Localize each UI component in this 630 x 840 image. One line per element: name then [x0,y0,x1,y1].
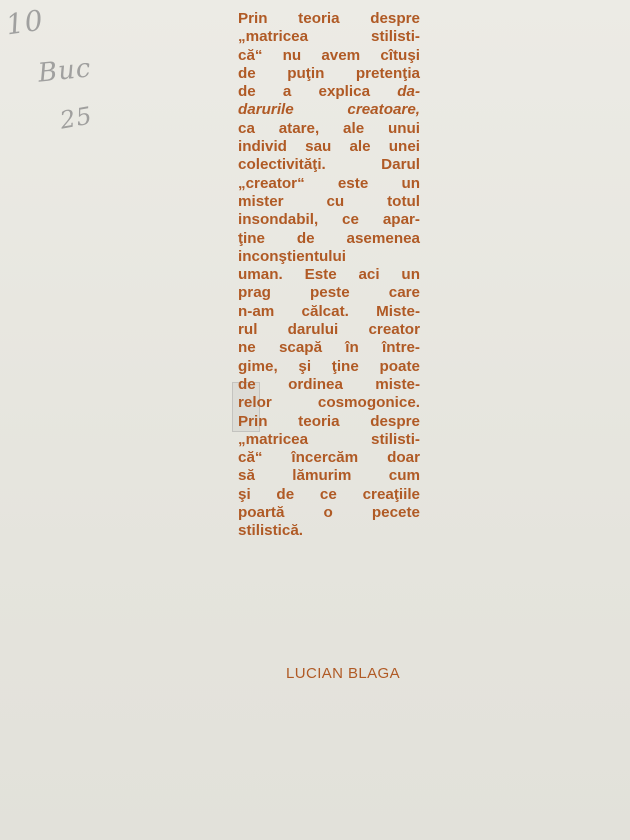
quote-line: n-am călcat. Miste- [238,302,420,320]
quote-line [238,83,420,101]
quote-line [238,101,420,119]
quote-line: rul darului creator [238,321,420,339]
quote-line: „matricea stilisti- [238,430,420,448]
quote-line: să lămurim cum [238,467,420,485]
quote-line: stilistică. [238,522,303,540]
quote-line: mister cu totul [238,192,420,210]
quote-line: că“ încercăm doar [238,449,420,467]
handwritten-note: 25 [57,101,95,135]
quote-line: ne scapă în între- [238,339,420,357]
quote-line: inconştientului [238,247,346,265]
quote-line: că“ nu avem cîtuşi [238,46,420,64]
quote-italic-segment: da- [397,83,420,101]
quote-italic-segment: darurile creatoare, [238,101,420,119]
quote-line: ca atare, ale unui [238,119,420,137]
quote-line: relor cosmogonice. [238,394,420,412]
quote-segment: de a explica [238,83,371,101]
quote-line: şi de ce creaţiile [238,485,420,503]
quote-text-block [238,10,420,541]
quote-line: individ sau ale unei [238,138,420,156]
quote-line: poartă o pecete [238,504,420,522]
quote-line: gime, şi ţine poate [238,357,420,375]
quote-line: insondabil, ce apar- [238,211,420,229]
quote-line: ţine de asemenea [238,229,420,247]
handwritten-note: Buc [36,53,93,89]
quote-line: colectivităţi. Darul [238,156,420,174]
quote-line: de ordinea miste- [238,375,420,393]
quote-line: Prin teoria despre [238,412,420,430]
handwritten-note: 10 [3,3,46,42]
quote-line: Prin teoria despre [238,10,420,27]
quote-line: prag peste care [238,284,420,302]
author-name: LUCIAN BLAGA [286,665,401,682]
quote-line: uman. Este aci un [238,266,420,284]
quote-line: „creator“ este un [238,174,420,192]
quote-line: de puţin pretenţia [238,64,420,82]
quote-line: „matricea stilisti- [238,28,420,46]
